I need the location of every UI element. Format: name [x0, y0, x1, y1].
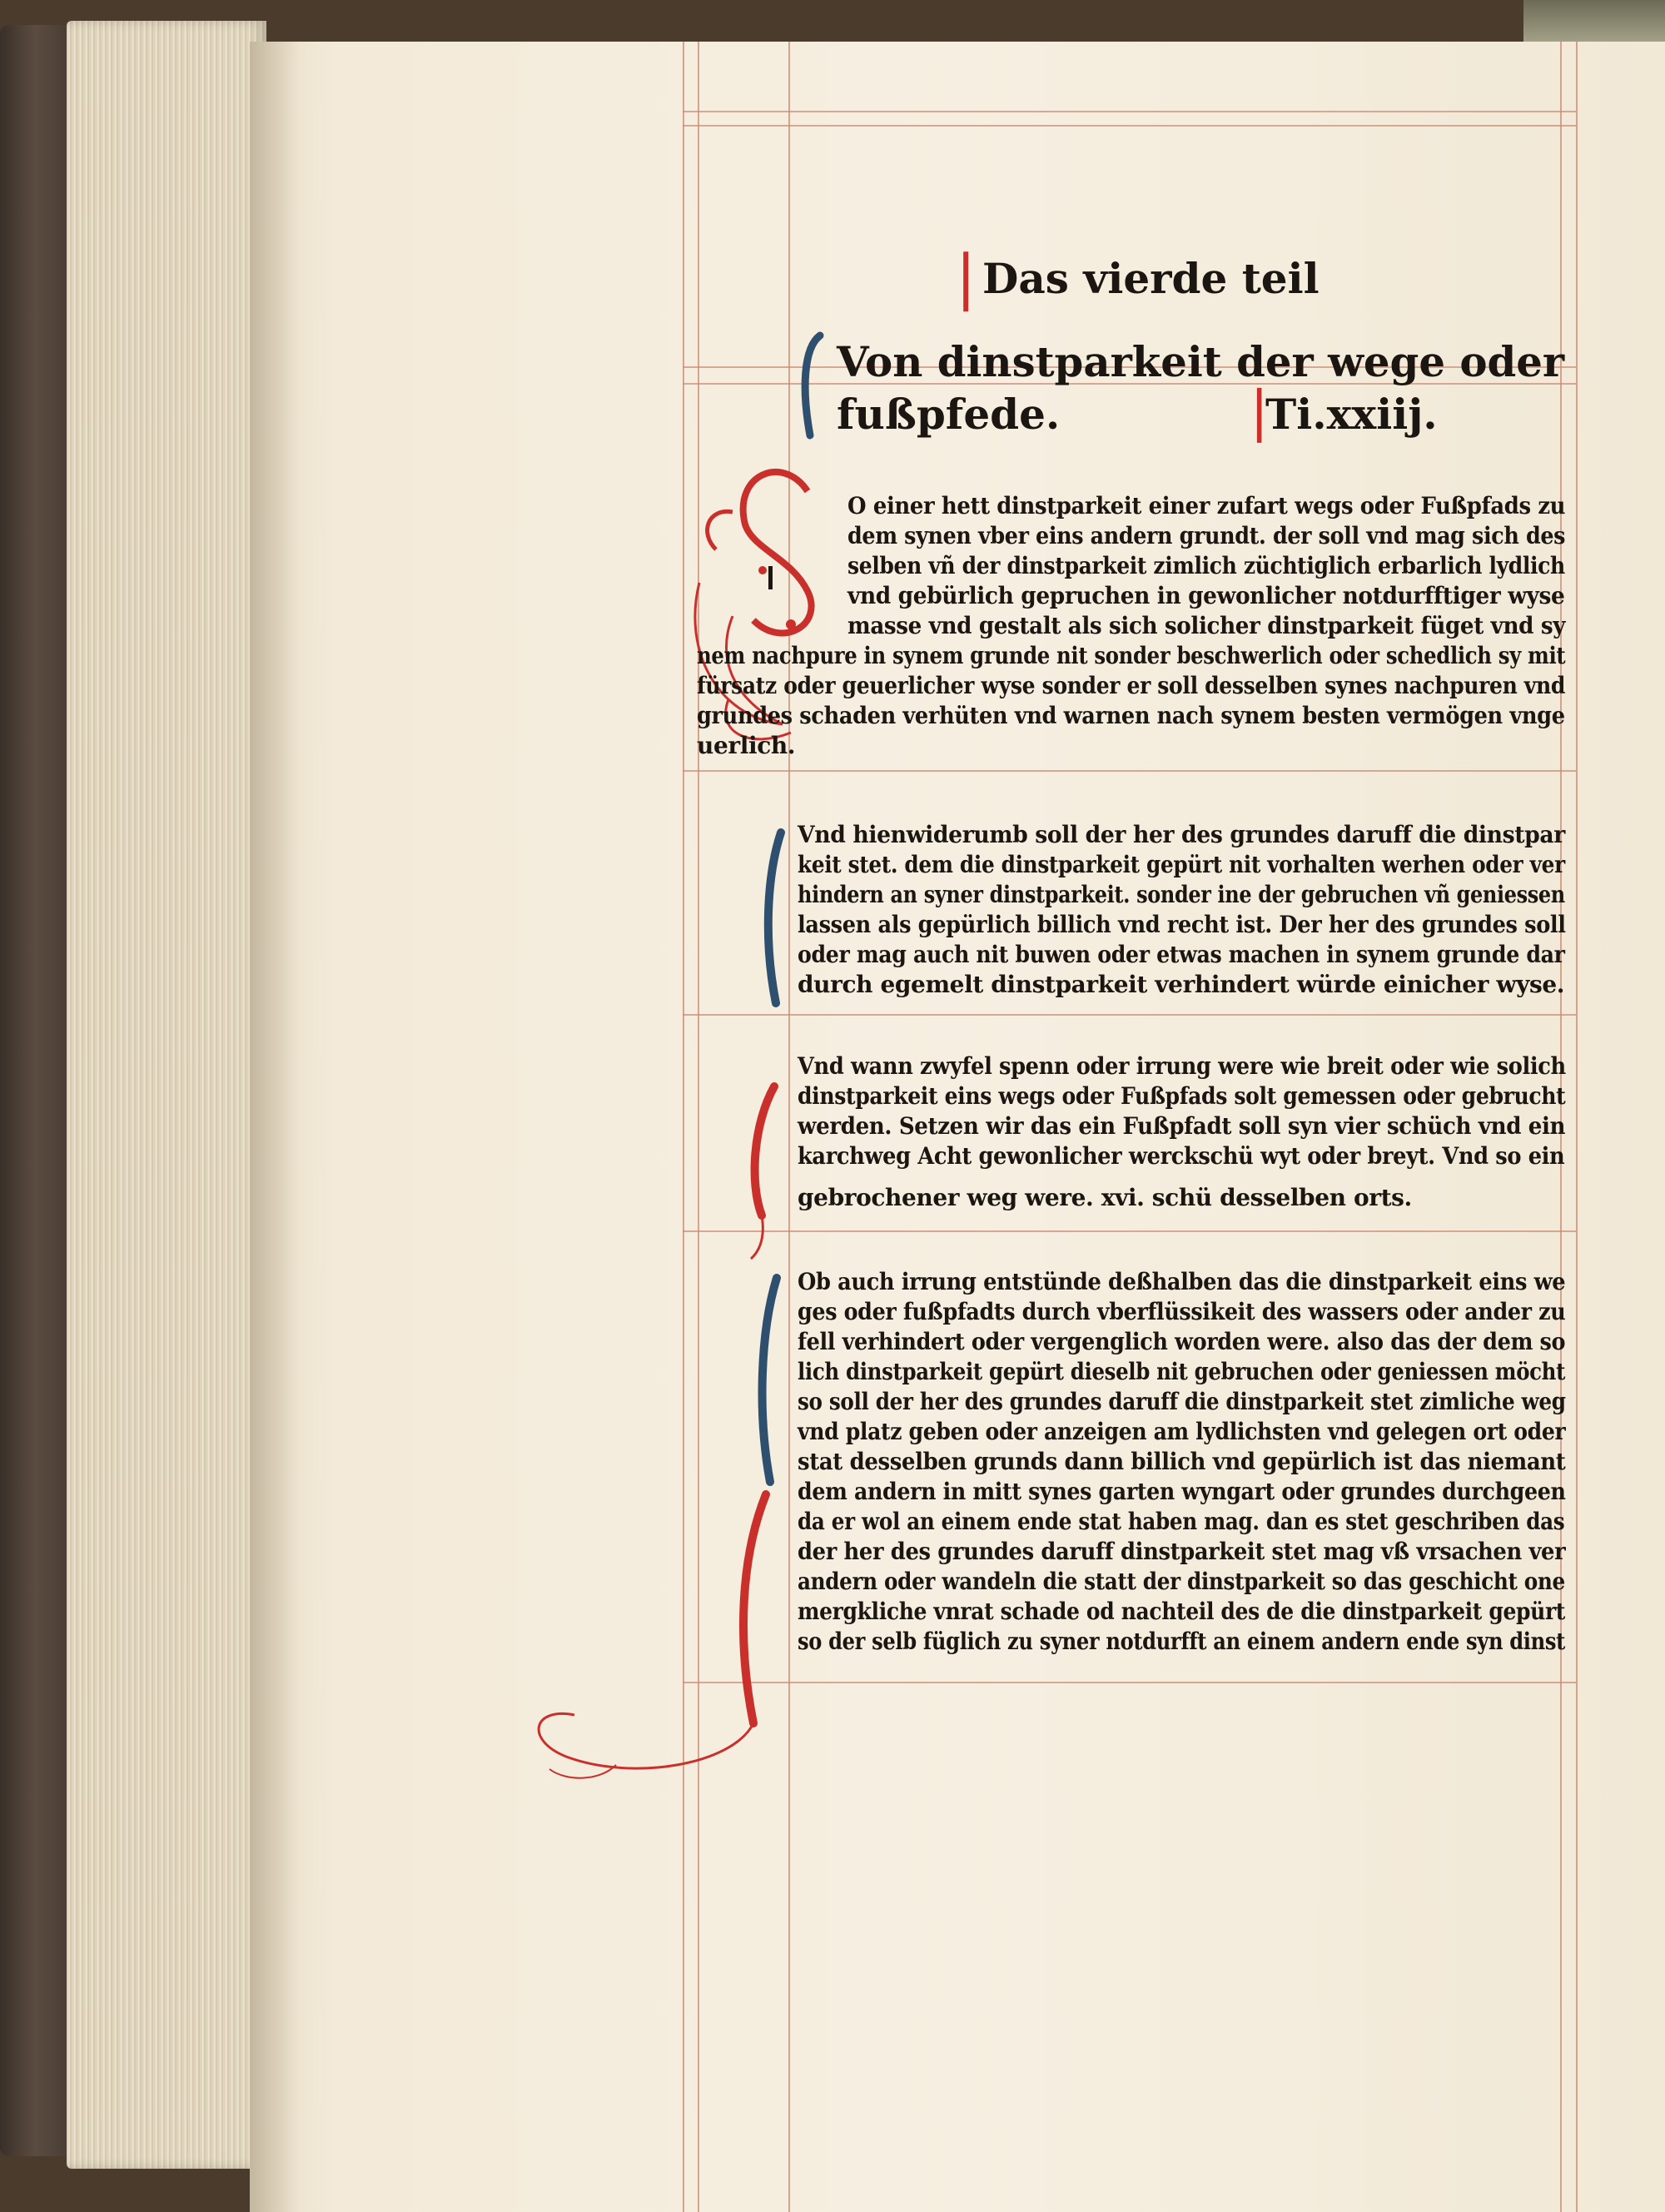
running-title: Das vierde teil: [982, 254, 1320, 303]
para4-line: andern oder wandeln die statt der dinstparkeit so das geschicht one: [798, 1568, 1565, 1595]
ruling-bottom: [683, 1682, 1576, 1683]
ruling-after-para3: [683, 1230, 1576, 1232]
red-initial-flourish: [516, 1490, 783, 1790]
para4-line: der her des grundes daruff dinstparkeit stet mag vß vrsachen ver: [798, 1538, 1566, 1565]
ruling-after-para1: [683, 770, 1576, 772]
para4-line: ges oder fußpfadts durch vberflüssikeit des wassers oder ander zu: [798, 1298, 1566, 1325]
para3-line: Vnd wann zwyfel spenn oder irrung were wie breit oder wie solich: [798, 1052, 1566, 1080]
ruling-right-outer: [1576, 42, 1578, 2212]
blue-initial-stroke: [745, 1274, 795, 1490]
para4-line: da er wol an einem ende stat haben mag. dan es stet geschriben das: [798, 1508, 1565, 1535]
para1-line: uerlich.: [697, 732, 796, 759]
para1-line: O einer hett dinstparkeit einer zufart wegs oder Fußpfads zu: [847, 492, 1566, 519]
para1-line: dem synen vber eins andern grundt. der soll vnd mag sich des: [847, 522, 1566, 549]
red-initial-stroke: [741, 1082, 791, 1265]
para1-line: vnd gebürlich gepruchen in gewonlicher notdurfftiger wyse: [847, 582, 1565, 609]
para4-line: mergkliche vnrat schade od nachteil des de die dinstparkeit gepürt: [798, 1598, 1565, 1625]
para3-line: karchweg Acht gewonlicher werckschü wyt oder breyt. Vnd so ein: [798, 1142, 1565, 1170]
para4-line: Ob auch irrung entstünde deßhalben das die dinstparkeit eins we: [798, 1268, 1566, 1295]
rubric-mark: ❘: [941, 241, 992, 311]
para1-line: selben vñ der dinstparkeit zimlich züchtiglich erbarlich lydlich: [847, 552, 1565, 579]
para4-line: vnd platz geben oder anzeigen am lydlichsten vnd gelegen ort oder: [798, 1418, 1566, 1445]
para3-line: werden. Setzen wir das ein Fußpfadt soll syn vier schüch vnd ein: [798, 1112, 1566, 1140]
para4-line: lich dinstparkeit gepürt dieselb nit gebruchen oder geniessen möcht: [798, 1358, 1566, 1385]
para2-line: lassen als gepürlich billich vnd recht ist. Der her des grundes soll: [798, 911, 1566, 938]
para2-line: hindern an syner dinstparkeit. sonder ine der gebruchen vñ geniessen: [798, 881, 1565, 908]
para4-line: dem andern in mitt synes garten wyngart oder grundes durchgeen: [798, 1478, 1566, 1505]
chapter-title-line2: fußpfede.: [837, 390, 1061, 439]
para3-line: gebrochener weg were. xvi. schü desselben orts.: [798, 1184, 1412, 1211]
para1-line: nem nachpure in synem grunde nit sonder beschwerlich oder schedlich sy mit: [697, 642, 1566, 669]
blue-initial-stroke: [795, 331, 828, 440]
para1-line: grundes schaden verhüten vnd warnen nach synem besten vermögen vnge: [697, 702, 1565, 729]
para2-line: oder mag auch nit buwen oder etwas machen in synem grunde dar: [798, 941, 1565, 968]
rubric-mark-chapter: ❘: [1236, 379, 1283, 443]
book-top-edge: [1523, 0, 1665, 46]
para4-line: fell verhindert oder vergenglich worden were. also das der dem so: [798, 1328, 1566, 1355]
page-block-edges: [67, 21, 266, 2169]
ruling-after-para2: [683, 1014, 1576, 1016]
gutter-shadow: [250, 42, 300, 2212]
chapter-number: Ti.xxiij.: [1265, 390, 1438, 439]
para1-line: fürsatz oder geuerlicher wyse sonder er soll desselben synes nachpuren vnd: [697, 672, 1566, 699]
para2-line: Vnd hienwiderumb soll der her des grundes daruff die dinstpar: [798, 821, 1565, 848]
chapter-title-line1: Von dinstparkeit der wege oder: [837, 337, 1565, 386]
blue-initial-stroke: [758, 828, 791, 1012]
ruling-top: [683, 111, 1576, 112]
para2-line: keit stet. dem die dinstparkeit gepürt nit vorhalten werhen oder ver: [798, 851, 1565, 878]
para4-line: so soll der her des grundes daruff die dinstparkeit stet zimliche weg: [798, 1388, 1566, 1415]
para3-line: dinstparkeit eins wegs oder Fußpfads solt gemessen oder gebrucht: [798, 1082, 1566, 1110]
para4-line: so der selb füglich zu syner notdurfft an einem andern ende syn dinst: [798, 1628, 1565, 1655]
para1-line: masse vnd gestalt als sich solicher dinstparkeit füget vnd sy: [847, 612, 1566, 639]
ruling-top-2: [683, 125, 1576, 127]
para4-line: stat desselben grunds dann billich vnd gepürlich ist das niemant: [798, 1448, 1566, 1475]
para2-line: durch egemelt dinstparkeit verhindert würde einicher wyse.: [798, 971, 1565, 998]
